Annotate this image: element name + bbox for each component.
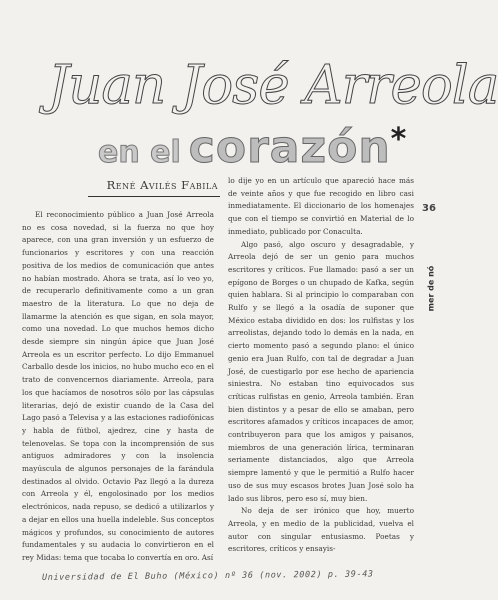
paragraph: lo dije yo en un artículo que apareció hace más de veinte años y que fue recogido en libro casi inmediatamente. El diccionario de los homenajes que con el tiempo se convirtió en Material de lo inmediato, publicado por Conaculta. xyxy=(228,176,414,236)
handwritten-citation: Universidad de El Buho (México) nº 36 (nov. 2002) p. 39-43 xyxy=(41,569,374,583)
article-title xyxy=(40,55,498,176)
section-margin-tab xyxy=(424,258,438,318)
title-prefix: en el xyxy=(98,135,181,170)
title-subtitle xyxy=(98,122,406,173)
text-column-left xyxy=(22,209,214,581)
paragraph: Algo pasó, algo oscuro y desagradable, y Arreola dejó de ser un genio para muchos escritores y críticos. Fue llamado: pasó a ser un epígono de Borges o un chupado de Kafka, según quien hablara. Si al principio lo comparaban con Rulfo y se llegó a la osadía de suponer que México estaba dividido en dos: los rulfistas y los arreolistas, dejando todo lo demás en la nada, en cierto momento pasó a segundo plano: el único genio era Juan Rulfo, con tal de degradar a Juan José, de cuestigarlo por ese hecho de apariencia siniestra. No estaban tino equivocados sus críticas rulfistas en genio, Arreola también. Eran bien distintos y a pesar de ello se amaban, pero escritores afamados y críticos incapaces de amor, contribuyeron para que los amigos y paisanos, miembros de una generación lírica, terminaran seriamente distanciados, algo que Arreola siempre lamentó y que le permitió a Rulfo hacer uso de sus muy escasos brotes Juan José solo ha lado sus libros, pero eso sí, muy bien. xyxy=(228,239,414,503)
byline-rule xyxy=(88,196,220,197)
author-byline: René Avilés Fabila xyxy=(106,178,218,192)
title-asterisk: * xyxy=(390,122,407,157)
paragraph: No deja de ser irónico que hoy, muerto Arreola, y en medio de la publicidad, vuelva el autor con singular entusiasmo. Poetas y escritores, críticos y ensayis- xyxy=(228,506,414,554)
title-name: Juan José Arreola xyxy=(48,55,498,116)
page-number-code: 36 xyxy=(422,203,436,214)
text-column-right xyxy=(228,175,414,579)
margin-tab-label: mer de nó xyxy=(426,265,436,311)
title-main-word: corazón xyxy=(188,122,391,173)
paragraph: El reconocimiento público a Juan José Arreola no es cosa novedad, si la fuerza no que hoy aparece, con una gran inversión y un esfuerzo de funcionarios y escritores y con una reacción positiva de los medios de comunicación que antes no habían mostrado. Ahora se trata, así lo veo yo, de recuperarlo definitivamente como a un gran maestro de la literatura. Lo que no deja de llamarme la atención es que sigan, en sola mayor, como una novedad. Lo que muchos hemos dicho desde siempre sin ningún ápice que Juan José Arreola es un escritor perfecto. Lo dijo Emmanuel Carballo desde los inicios, no hubo mucho eco en el trato de convencernos diariamente. Arreola, para los que hacíamos de nosotros sólo por las cápsulas literarias, dejó de existir cuando de la Casa del Lago pasó a Televisa y a las estaciones radiofónicas y habla de fútbol, ajedrez, cine y hasta de telenovelas. Se topa con la incomprensión de sus antiguos admiradores y con la insolencia mayúscula de algunos personajes de la farándula destinados al olvido. Octavio Paz llegó a la dureza con Arreola y él, engolosinado por los medios electrónicos, nada repuso, se dedicó a utilizarlos y a dejar en ellos una huella indeleble. Sus conceptos mágicos y profundos, su conocimiento de autores fundamentales y su audacia lo convirtieron en el rey Midas: tema que tocaba lo convertía en oro. Así xyxy=(22,210,214,562)
